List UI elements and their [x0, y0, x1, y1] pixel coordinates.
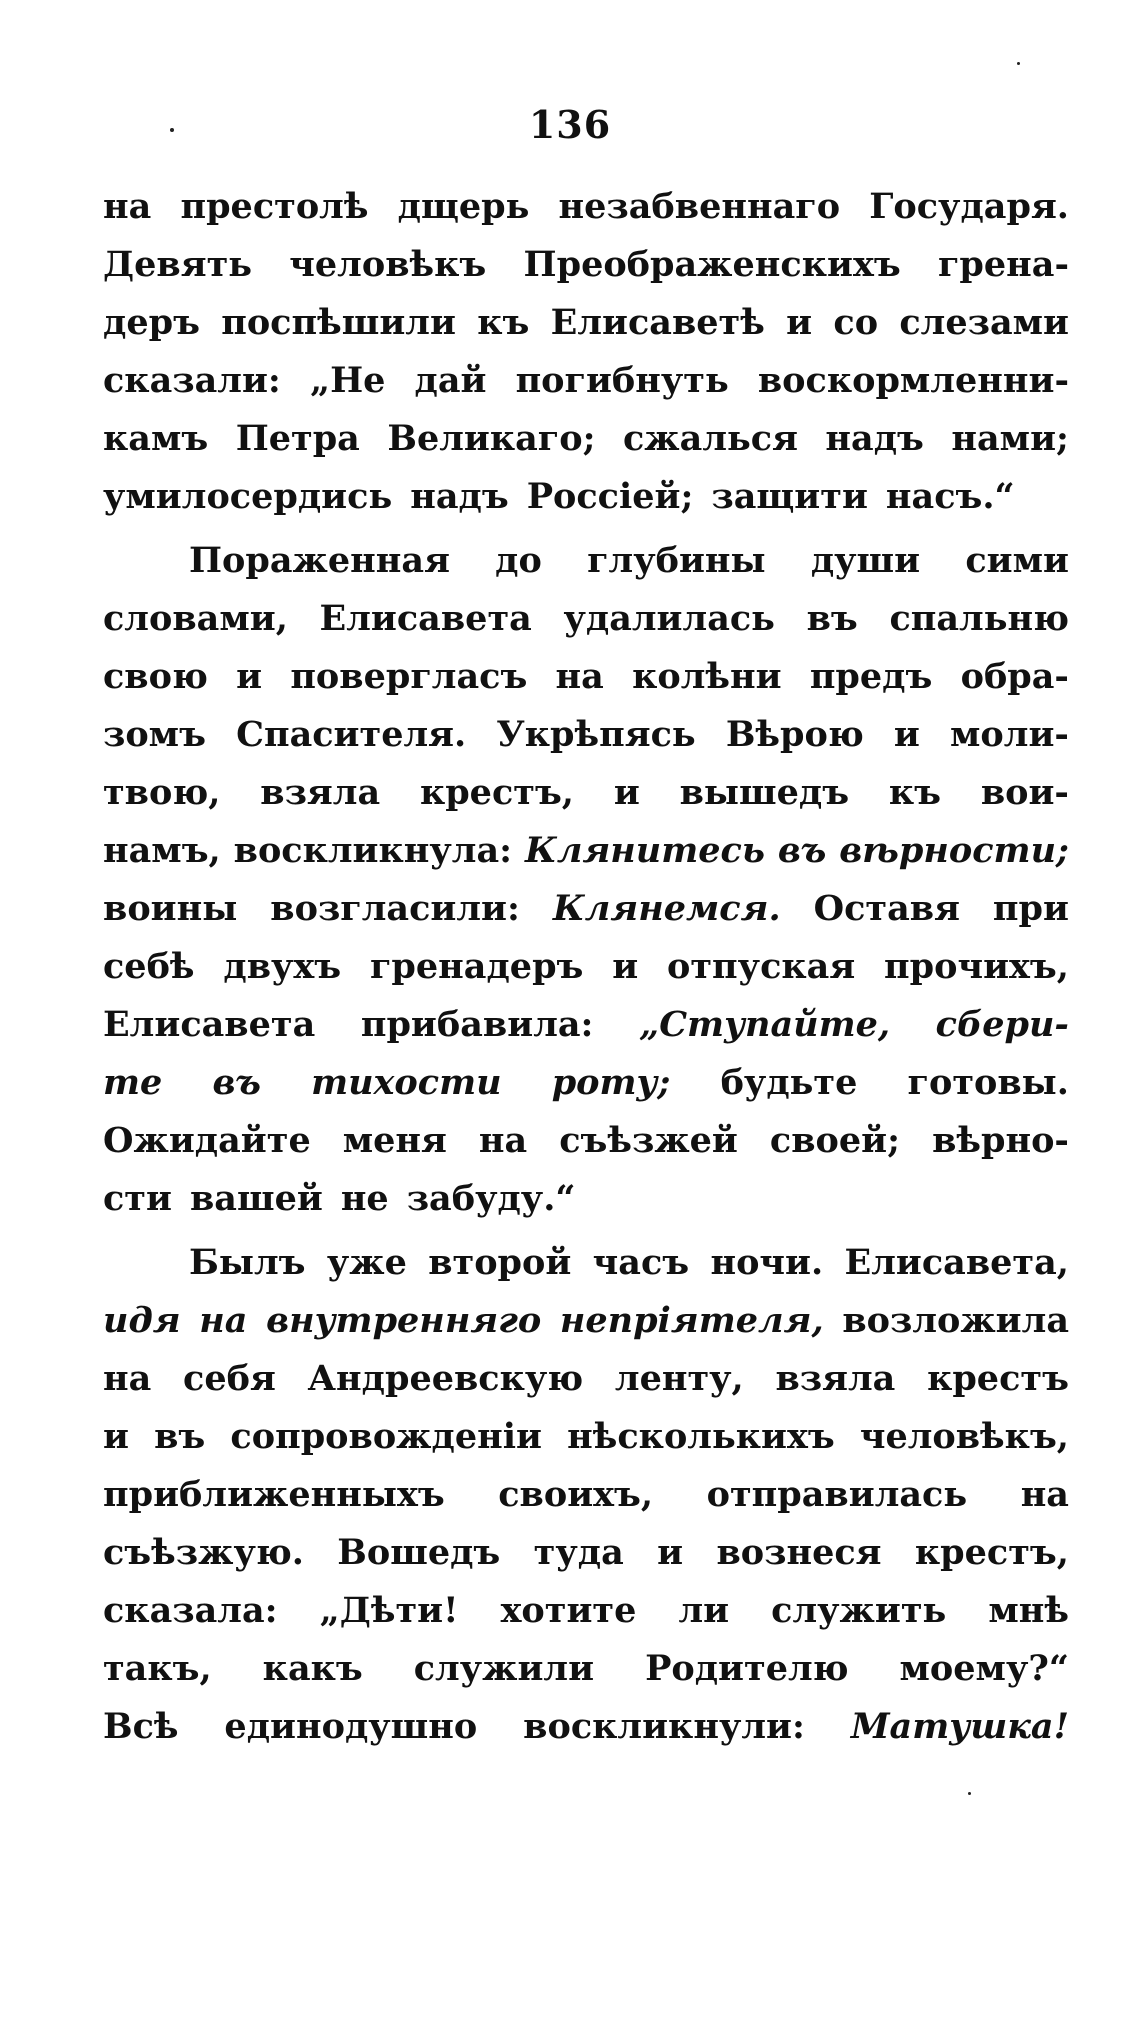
word: не	[340, 1178, 389, 1219]
word: Матушка!	[850, 1706, 1069, 1747]
word: служили	[413, 1648, 595, 1689]
word: деръ	[103, 302, 200, 343]
text-line	[103, 1112, 1069, 1170]
word: человѣкъ	[289, 244, 487, 285]
text-line	[103, 764, 1069, 822]
word: на	[478, 1120, 528, 1161]
word: себѣ	[103, 946, 195, 987]
text-line	[103, 648, 1069, 706]
word: крестъ,	[419, 772, 574, 813]
word: Елисавета	[103, 1004, 316, 1045]
word: дай	[414, 360, 487, 401]
text-line	[103, 1582, 1069, 1640]
word: мнѣ	[988, 1590, 1069, 1631]
word: какъ	[262, 1648, 363, 1689]
word: и	[612, 946, 639, 987]
text-line	[103, 1698, 1069, 1756]
word: грена-	[937, 244, 1069, 285]
word: прочихъ,	[884, 946, 1069, 987]
text-line	[103, 294, 1069, 352]
page-number: 136	[528, 102, 612, 147]
text-line	[103, 410, 1069, 468]
word: сопровожденіи	[230, 1416, 542, 1457]
word: въ	[154, 1416, 206, 1457]
word: такъ,	[103, 1648, 212, 1689]
word: нами;	[951, 418, 1069, 459]
word: прибавила:	[360, 1004, 594, 1045]
word: воскормленни-	[757, 360, 1069, 401]
word: камъ	[103, 418, 209, 459]
word: роту;	[551, 1062, 671, 1103]
word: ли	[678, 1590, 730, 1631]
word: хотите	[500, 1590, 637, 1631]
word: часъ	[592, 1242, 690, 1283]
word: вышедъ	[679, 772, 850, 813]
word: при	[992, 888, 1069, 929]
word: воскликнула:	[233, 830, 513, 871]
word: своей;	[769, 1120, 901, 1161]
word: Елисавета,	[844, 1242, 1069, 1283]
word: спальню	[889, 598, 1069, 639]
word: служить	[771, 1590, 947, 1631]
word: Вошедъ	[337, 1532, 501, 1573]
word: глубины	[587, 540, 766, 581]
word: надъ	[410, 476, 509, 517]
word: и	[236, 656, 263, 697]
text-line	[103, 352, 1069, 410]
word: взяла	[260, 772, 381, 813]
word: воины	[103, 888, 238, 929]
word: идя	[103, 1300, 181, 1341]
word: съѣзжую.	[103, 1532, 304, 1573]
word: Клянемся.	[552, 888, 781, 929]
word: Спасителя.	[236, 714, 467, 755]
word: умилосердись	[103, 476, 393, 517]
word: и	[613, 772, 640, 813]
word: непріятеля,	[559, 1300, 824, 1341]
word: Укрѣпясь	[496, 714, 696, 755]
word: сказала:	[103, 1590, 278, 1631]
body-text	[103, 178, 1069, 1756]
text-line	[103, 468, 1069, 526]
word: моему?“	[899, 1648, 1069, 1689]
word: къ	[477, 302, 530, 343]
word: вознеся	[716, 1532, 882, 1573]
word: твою,	[103, 772, 221, 813]
word: поспѣшили	[221, 302, 456, 343]
word: уже	[326, 1242, 407, 1283]
text-line	[103, 1350, 1069, 1408]
word: и	[103, 1416, 129, 1457]
word: словами,	[103, 598, 288, 639]
word: незабвеннаго	[558, 186, 841, 227]
word: Преображенскихъ	[523, 244, 901, 285]
text-line	[103, 1170, 1069, 1228]
word: Всѣ	[103, 1706, 179, 1747]
text-line	[103, 178, 1069, 236]
word: къ	[888, 772, 941, 813]
word: Былъ	[189, 1242, 306, 1283]
word: въ	[777, 830, 827, 871]
word: защити	[711, 476, 868, 517]
word: туда	[533, 1532, 624, 1573]
text-line	[103, 1054, 1069, 1112]
text-line	[103, 1640, 1069, 1698]
paper-speck	[968, 1792, 971, 1795]
word: насъ.“	[885, 476, 1015, 517]
text-line	[103, 1524, 1069, 1582]
text-line	[103, 236, 1069, 294]
word: удалилась	[563, 598, 775, 639]
word: Елисавета	[319, 598, 532, 639]
word: моли-	[950, 714, 1069, 755]
word: своихъ,	[498, 1474, 654, 1515]
word: себя	[183, 1358, 276, 1399]
word: свою	[103, 656, 208, 697]
word: внутренняго	[266, 1300, 542, 1341]
word: нѣсколькихъ	[567, 1416, 835, 1457]
word: отправилась	[706, 1474, 968, 1515]
word: и	[657, 1532, 684, 1573]
text-line	[103, 706, 1069, 764]
word: Вѣрою	[725, 714, 864, 755]
word: надъ	[825, 418, 924, 459]
word: Андреевскую	[307, 1358, 584, 1399]
word: ленту,	[614, 1358, 744, 1399]
word: единодушно	[224, 1706, 478, 1747]
word: забуду.“	[406, 1178, 576, 1219]
text-line	[103, 1466, 1069, 1524]
word: сжалься	[623, 418, 798, 459]
word: двухъ	[223, 946, 342, 987]
word: на	[199, 1300, 248, 1341]
word: повергласъ	[290, 656, 528, 697]
word: „Дѣти!	[319, 1590, 459, 1631]
word: Девять	[103, 244, 253, 285]
word: человѣкъ,	[859, 1416, 1069, 1457]
text-line	[103, 880, 1069, 938]
word: намъ,	[103, 830, 221, 871]
word: вои-	[980, 772, 1069, 813]
word: крестъ	[927, 1358, 1069, 1399]
word: взяла	[775, 1358, 896, 1399]
word: те	[103, 1062, 163, 1103]
word: предъ	[809, 656, 933, 697]
word: вѣрно-	[932, 1120, 1069, 1161]
word: вашей	[189, 1178, 323, 1219]
word: сти	[103, 1178, 172, 1219]
word: съѣзжей	[559, 1120, 738, 1161]
word: сказали:	[103, 360, 281, 401]
text-line	[103, 938, 1069, 996]
word: Клянитесь	[524, 830, 765, 871]
word: Родителю	[645, 1648, 849, 1689]
word: слезами	[899, 302, 1069, 343]
word: Оставя	[813, 888, 960, 929]
word: воскликнули:	[523, 1706, 805, 1747]
word: въ	[212, 1062, 261, 1103]
word: сбери-	[935, 1004, 1069, 1045]
word: крестъ,	[914, 1532, 1069, 1573]
word: возгласили:	[270, 888, 520, 929]
word: ночи.	[710, 1242, 824, 1283]
word: „Ступайте,	[639, 1004, 891, 1045]
word: Россіей;	[526, 476, 694, 517]
text-line	[103, 1408, 1069, 1466]
word: сими	[965, 540, 1069, 581]
word: вѣрности;	[839, 830, 1069, 871]
word: на	[1020, 1474, 1069, 1515]
text-line	[103, 532, 1069, 590]
word: Ожидайте	[103, 1120, 311, 1161]
word: погибнуть	[515, 360, 729, 401]
word: приближенныхъ	[103, 1474, 445, 1515]
word: престолѣ	[180, 186, 369, 227]
word: со	[833, 302, 879, 343]
word: меня	[342, 1120, 447, 1161]
word: будьте	[720, 1062, 858, 1103]
word: гренадеръ	[369, 946, 584, 987]
text-line	[103, 1292, 1069, 1350]
word: дщерь	[397, 186, 530, 227]
word: обра-	[960, 656, 1069, 697]
word: „Не	[309, 360, 386, 401]
text-line	[103, 822, 1069, 880]
word: зомъ	[103, 714, 206, 755]
word: колѣни	[632, 656, 782, 697]
word: и	[893, 714, 920, 755]
word: Государя.	[869, 186, 1069, 227]
word: Великаго;	[387, 418, 596, 459]
word: отпуская	[667, 946, 856, 987]
word: и	[786, 302, 813, 343]
word: Петра	[235, 418, 360, 459]
word: на	[555, 656, 604, 697]
paper-speck	[1017, 62, 1020, 65]
word: тихости	[311, 1062, 502, 1103]
word: въ	[806, 598, 858, 639]
text-line	[103, 590, 1069, 648]
word: Елисаветѣ	[550, 302, 765, 343]
word: второй	[428, 1242, 572, 1283]
word: на	[103, 1358, 152, 1399]
word: готовы.	[907, 1062, 1069, 1103]
word: до	[495, 540, 542, 581]
text-line	[103, 996, 1069, 1054]
word: возложила	[842, 1300, 1069, 1341]
text-line	[103, 1234, 1069, 1292]
word: Пораженная	[189, 540, 450, 581]
word: на	[103, 186, 152, 227]
word: души	[810, 540, 921, 581]
